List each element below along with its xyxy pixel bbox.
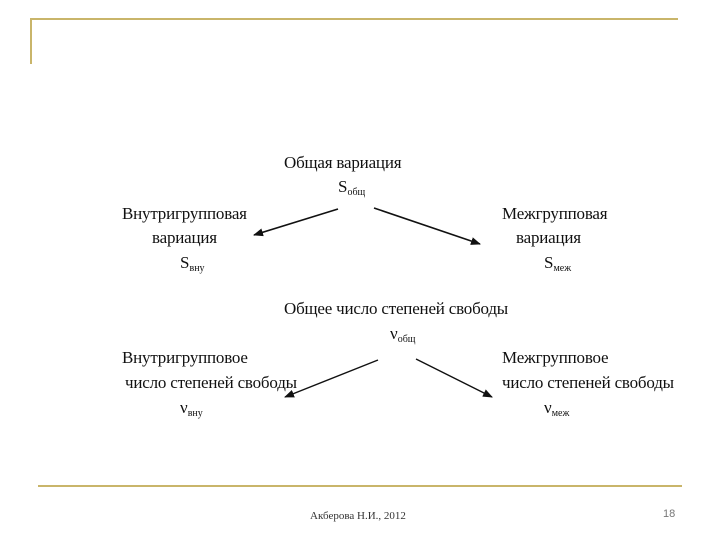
between-df-label-line2: число степеней свободы <box>502 373 674 392</box>
total-variation-symbol: $S_{общ}$ <box>338 177 366 198</box>
total-variation-label: Общая вариация <box>284 153 402 172</box>
between-df-symbol: $\nu_{меж}$ <box>544 398 570 419</box>
arrow-df-to-within <box>285 360 378 397</box>
footer-author: Акберова Н.И., 2012 <box>310 510 406 522</box>
between-df-label-line1: Межгрупповое <box>502 348 609 367</box>
within-variation-symbol: $S_{вну}$ <box>180 253 205 274</box>
within-df-symbol: $\nu_{вну}$ <box>180 398 203 419</box>
within-df-label-line2: число степеней свободы <box>125 373 297 392</box>
total-df-symbol: $\nu_{общ}$ <box>390 324 416 345</box>
within-variation-label-line1: Внутригрупповая <box>122 204 247 223</box>
total-df-label: Общее число степеней свободы <box>284 299 509 318</box>
within-variation-label-line2: вариация <box>152 228 217 247</box>
arrow-variation-to-between <box>374 208 480 244</box>
between-variation-symbol: $S_{меж}$ <box>544 253 572 274</box>
within-df-label-line1: Внутригрупповое <box>122 348 248 367</box>
page-number: 18 <box>663 508 676 520</box>
arrow-df-to-between <box>416 359 492 397</box>
arrow-variation-to-within <box>254 209 338 235</box>
between-variation-label-line2: вариация <box>516 228 581 247</box>
footer-divider <box>38 485 682 487</box>
between-variation-label-line1: Межгрупповая <box>502 204 608 223</box>
